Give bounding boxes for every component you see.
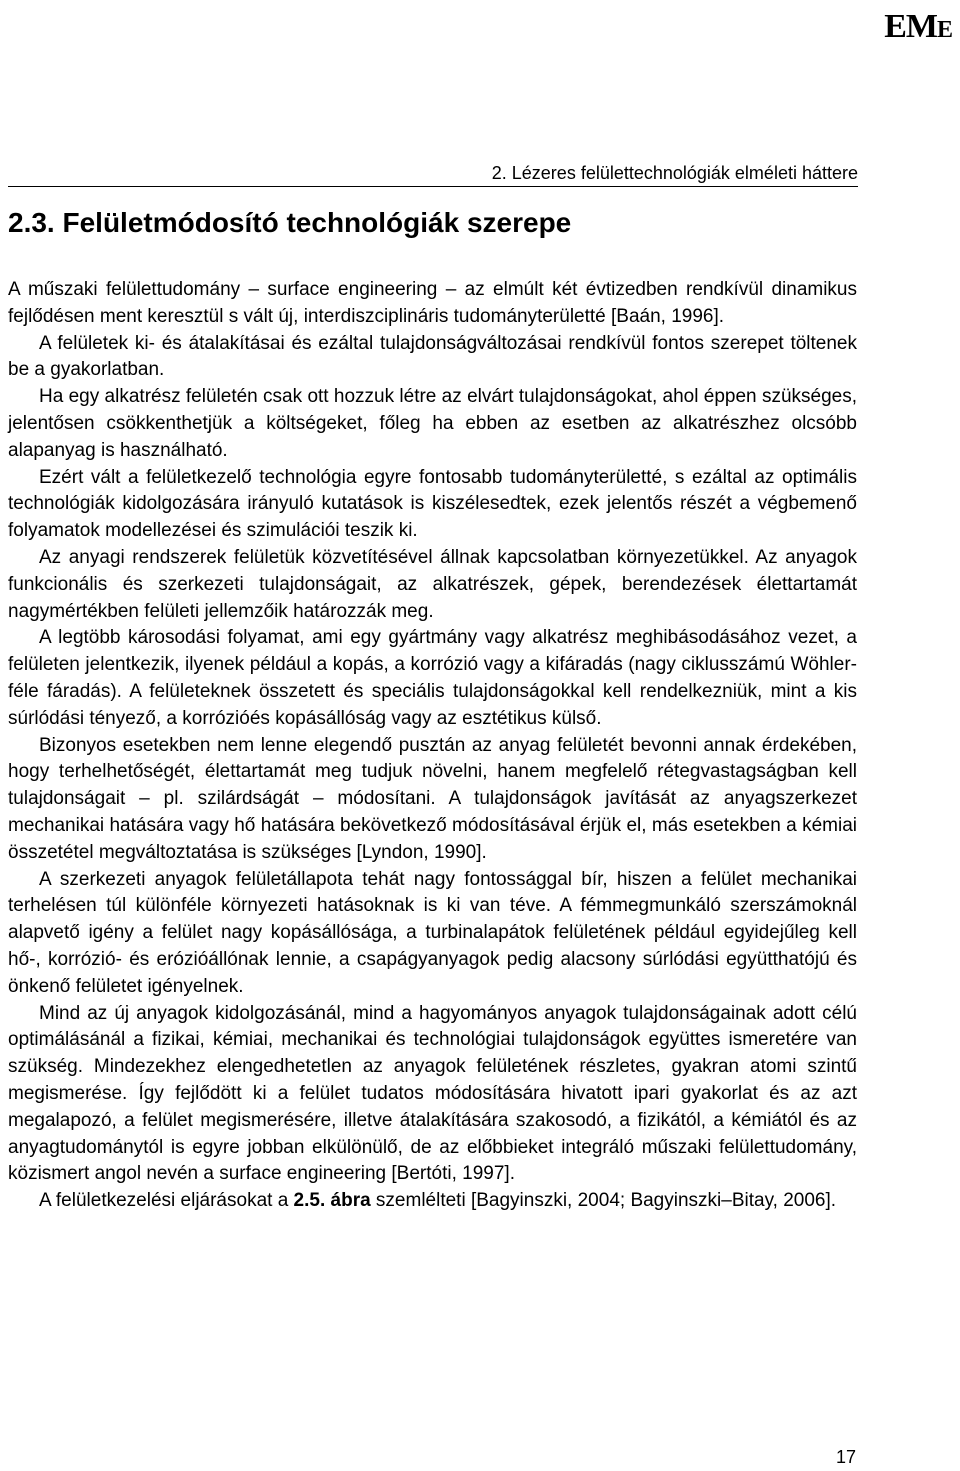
paragraph: Mind az új anyagok kidolgozásánál, mind a hagyományos anyagok tulajdonságainak adott célú optimálásánál a fizikai, kémiai, mechanikai és technológiai tulajdonságok együttes ismeretére van szükség. Mindezekhez elengedhetetlen az anyagok felületének részletes, gyakran atomi szintű megismerése. Így fejlődött ki a felület tudatos módosítására hivatott ipari gyakorlat és az azt megalapozó, a felület megismerésére, illetve átalakítására szakosodó, a fizikától, a kémiától és az anyagtudománytól is egyre jobban elkülönülő, de az előbbieket integráló műszaki felülettudomány, közismert angol nevén a surface engineering [Bertóti, 1997].	[8, 1002, 857, 1185]
section-title: 2.3. Felületmódosító technológiák szerepe	[8, 207, 572, 238]
paragraph-last-after: szemlélteti [Bagyinszki, 2004; Bagyinszki–Bitay, 2006].	[370, 1190, 837, 1212]
logo-main: EM	[884, 8, 937, 45]
paragraph: Az anyagi rendszerek felületük közvetítésével állnak kapcsolatban környezetükkel. Az anyagok funkcionális és szerkezeti tulajdonságait, az alkatrészek, gépek, berendezések élettartamát nagymértékben felületi jellemzőik határozzák meg.	[8, 546, 857, 622]
paragraph: Bizonyos esetekben nem lenne elegendő pusztán az anyag felületét bevonni annak érdekében, hogy terhelhetőségét, élettartamát meg tudjuk növelni, hanem megfelelő rétegvastagságban kell tulajdonságait – pl. szilárdságát – módosítani. A tulajdonságok javítását az anyagszerkezet mechanikai hatására vagy hő hatására bekövetkező módosításával érjük el, más esetekben a kémiai összetétel megváltoztatása is szükséges [Lyndon, 1990].	[8, 734, 857, 863]
running-header: 2. Lézeres felülettechnológiák elméleti háttere	[491, 163, 858, 183]
paragraph: A legtöbb károsodási folyamat, ami egy gyártmány vagy alkatrész meghibásodásához vezet, a felületen jelentkezik, ilyenek például a kopás, a korrózió vagy a kifáradás (nagy ciklusszámú Wöhler-féle fáradás). A felületeknek összetett és speciális tulajdonságokkal kell rendelkezniük, mint a kis súrlódási tényező, a korrózióés kopásállóság vagy az esztétikus külső.	[8, 627, 857, 729]
header-rule	[8, 186, 858, 187]
logo	[884, 10, 952, 44]
paragraph: A felületek ki- és átalakításai és ezáltal tulajdonságváltozásai rendkívül fontos szerepet töltenek be a gyakorlatban.	[8, 332, 857, 381]
paragraph: A műszaki felülettudomány – surface engineering – az elmúlt két évtizedben rendkívül dinamikus fejlődésen ment keresztül s vált új, interdiszciplináris tudományterületté [Baán, 1996].	[8, 279, 857, 327]
page-number: 17	[835, 1447, 856, 1467]
logo-sub: E	[936, 17, 952, 43]
paragraph: A szerkezeti anyagok felületállapota tehát nagy fontossággal bír, hiszen a felület mechanikai terhelésen túl különféle környezeti hatásoknak is ki van téve. A fémmegmunkáló szerszámoknál alapvető igény a felület nagy kopásállósága, a turbinalapátok felületének például egyidejűleg kell hő-, korrózió- és erózióállónak lennie, a csapágyanyagok pedig alacsony súrlódási együtthatójú és önkenő felületet igényelnek.	[8, 868, 857, 997]
paragraph-last	[8, 1188, 857, 1215]
paragraph-last-before: A felületkezelési eljárásokat a	[39, 1190, 294, 1212]
figure-reference: 2.5. ábra	[293, 1190, 371, 1212]
paragraph: Ezért vált a felületkezelő technológia egyre fontosabb tudományterületté, s ezáltal az optimális technológiák kidolgozására irányuló kutatások is kiszélesedtek, ezek jelentős részét a végbemenő folyamatok modellezései és szimulációi teszik ki.	[8, 466, 857, 542]
paragraph: Ha egy alkatrész felületén csak ott hozzuk létre az elvárt tulajdonságokat, ahol éppen szükséges, jelentősen csökkenthetjük a költségeket, főleg ha ebben az esetben az alkatrészhez olcsóbb alapanyag is használható.	[8, 386, 857, 461]
body-text	[8, 277, 857, 1215]
